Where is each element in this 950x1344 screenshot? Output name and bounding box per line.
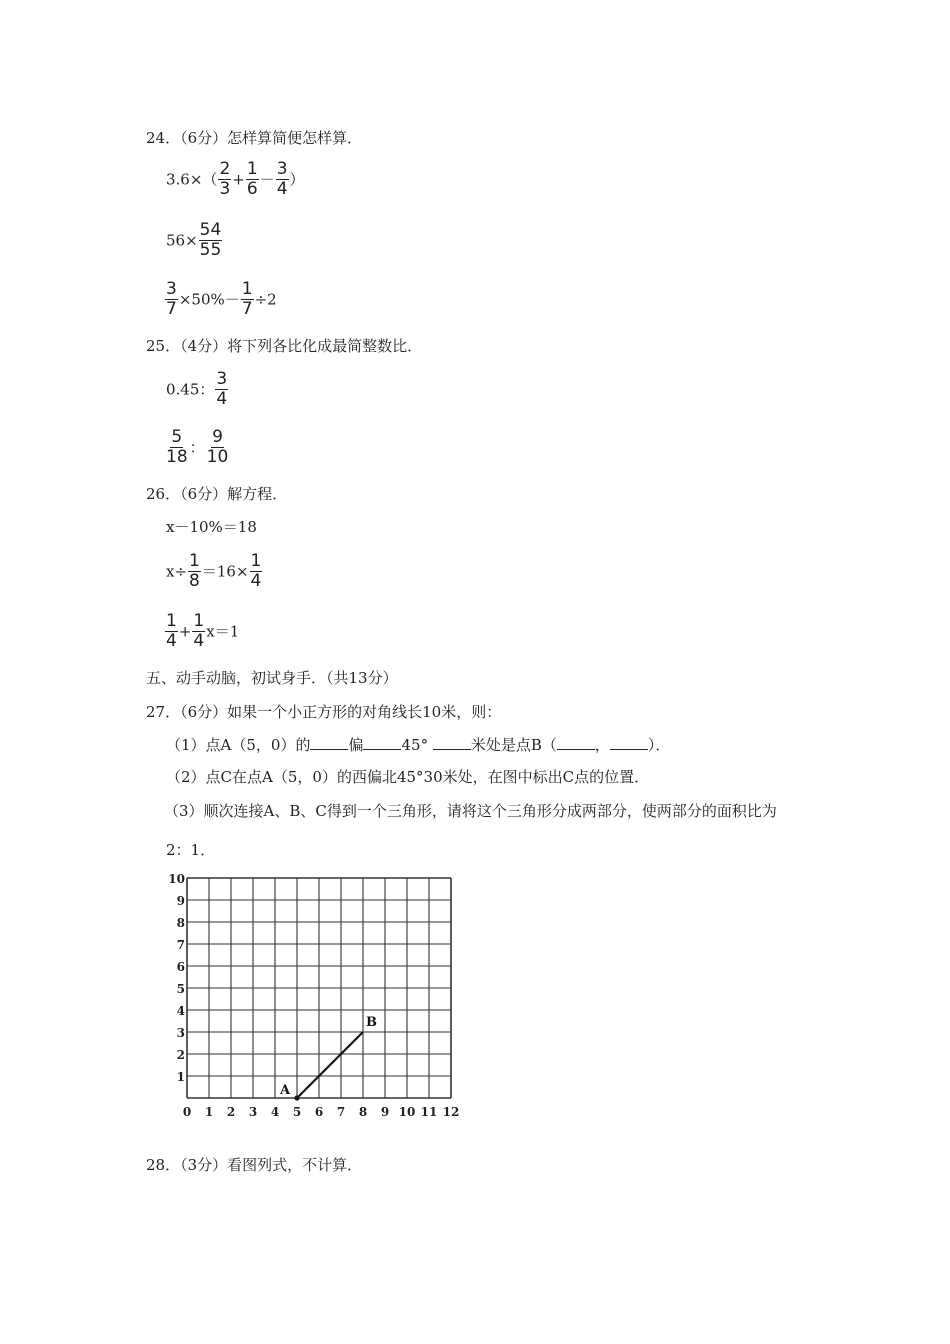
q25-header: 25．（4分）将下列各比化成最简整数比． xyxy=(146,337,423,355)
operator: － xyxy=(259,170,275,189)
y-tick-label: 5 xyxy=(176,982,185,996)
y-tick-label: 3 xyxy=(176,1026,185,1040)
q24-expression-3 xyxy=(164,280,277,319)
numerator: 3 xyxy=(216,369,228,389)
y-tick-label: 10 xyxy=(168,872,185,886)
numerator: 1 xyxy=(246,159,258,179)
denominator: 4 xyxy=(193,631,205,651)
part1-text-f: ）． xyxy=(647,736,671,754)
fraction xyxy=(165,428,189,467)
q26-equation-1: x－10%＝18 xyxy=(166,518,257,536)
q26-equation-3 xyxy=(164,612,239,651)
numerator: 1 xyxy=(189,551,200,571)
x-tick-label: 6 xyxy=(314,1105,324,1119)
x-tick-label: 9 xyxy=(380,1105,390,1119)
y-tick-label: 9 xyxy=(176,894,185,908)
y-tick-label: 2 xyxy=(176,1048,185,1062)
denominator: 4 xyxy=(250,571,262,591)
q24-expression-2 xyxy=(166,221,223,260)
expr-text: ： xyxy=(189,438,205,457)
answer-blank-b-x[interactable] xyxy=(557,735,595,750)
answer-blank-direction-1[interactable] xyxy=(310,735,348,750)
numerator: 3 xyxy=(166,279,177,299)
numerator: 2 xyxy=(219,159,231,179)
numerator: 3 xyxy=(276,159,288,179)
q25-expression-1 xyxy=(166,370,229,409)
coordinate-grid xyxy=(160,868,470,1123)
x-tick-label: 11 xyxy=(420,1105,438,1119)
part1-text-b: 偏 xyxy=(348,736,364,754)
denominator: 4 xyxy=(216,389,228,409)
fraction xyxy=(206,428,230,467)
fraction xyxy=(276,160,289,199)
q27-part-1 xyxy=(166,735,670,755)
q27-part-3-line-2: 2：1． xyxy=(166,841,216,859)
x-tick-label: 2 xyxy=(226,1105,236,1119)
part1-text-d: 米处是点B（ xyxy=(470,736,557,754)
numerator: 1 xyxy=(250,551,262,571)
q26-header: 26．（6分）解方程． xyxy=(146,485,288,503)
q27-part-2: （2）点C在点A（5，0）的西偏北45°30米处，在图中标出C点的位置． xyxy=(166,768,650,786)
denominator: 4 xyxy=(276,179,288,199)
numerator: 9 xyxy=(212,427,223,447)
part1-text-a: （1）点A（5，0）的 xyxy=(166,736,311,754)
fraction xyxy=(218,160,231,199)
x-tick-label: 0 xyxy=(182,1105,192,1119)
y-tick-label: 7 xyxy=(176,938,185,952)
expr-text: ×50%－ xyxy=(178,290,240,309)
grid-lines xyxy=(187,878,451,1098)
denominator: 18 xyxy=(166,447,188,467)
fraction xyxy=(250,552,263,591)
operator: + xyxy=(178,622,192,641)
section-5-title: 五、动手动脑，初试身手．（共13分） xyxy=(146,669,398,687)
y-axis-tick-labels xyxy=(168,872,185,1084)
denominator: 3 xyxy=(219,179,231,199)
point-a-label: A xyxy=(280,1083,291,1098)
expr-text: ） xyxy=(289,170,305,189)
q26-equation-2 xyxy=(166,552,263,591)
q25-expression-2 xyxy=(164,428,230,467)
numerator: 1 xyxy=(241,279,253,299)
expr-text: x＝1 xyxy=(206,622,240,641)
expr-text: ÷2 xyxy=(254,290,277,309)
expr-text: 3.6×（ xyxy=(166,170,218,189)
y-tick-label: 4 xyxy=(176,1004,185,1018)
q27-part-3-line-1: （3）顺次连接A、B、C得到一个三角形，请将这个三角形分成两部分，使两部分的面积比为 xyxy=(164,802,777,820)
numerator: 1 xyxy=(166,611,177,631)
denominator: 55 xyxy=(199,240,222,260)
expr-text: 0.45： xyxy=(166,380,215,399)
denominator: 7 xyxy=(241,299,253,319)
point-b-label: B xyxy=(366,1015,377,1030)
denominator: 6 xyxy=(246,179,258,199)
denominator: 7 xyxy=(166,299,177,319)
fraction xyxy=(199,221,223,260)
x-tick-label: 5 xyxy=(292,1105,302,1119)
point-a-marker xyxy=(294,1095,299,1100)
denominator: 10 xyxy=(206,447,229,467)
answer-blank-distance[interactable] xyxy=(433,735,471,750)
x-tick-label: 12 xyxy=(442,1105,460,1119)
part1-text-e: ， xyxy=(594,736,610,754)
fraction xyxy=(241,280,254,319)
numerator: 1 xyxy=(193,611,205,631)
expr-text: ＝16× xyxy=(201,562,249,581)
y-tick-label: 8 xyxy=(176,916,185,930)
y-tick-label: 6 xyxy=(176,960,185,974)
fraction xyxy=(165,612,178,651)
x-tick-label: 8 xyxy=(358,1105,368,1119)
q24-header: 24．（6分）怎样算简便怎样算． xyxy=(146,129,363,147)
denominator: 8 xyxy=(189,571,200,591)
part1-text-c: 45° xyxy=(401,736,429,754)
x-tick-label: 10 xyxy=(398,1105,416,1119)
numerator: 5 xyxy=(171,427,183,447)
denominator: 4 xyxy=(166,631,177,651)
answer-blank-direction-2[interactable] xyxy=(363,735,401,750)
q28-header: 28．（3分）看图列式，不计算． xyxy=(146,1156,363,1174)
x-tick-label: 7 xyxy=(336,1105,346,1119)
x-tick-label: 3 xyxy=(248,1105,258,1119)
fraction xyxy=(165,280,178,319)
fraction xyxy=(246,160,259,199)
x-tick-label: 4 xyxy=(270,1105,280,1119)
x-axis-tick-labels xyxy=(183,1105,460,1119)
fraction xyxy=(215,370,228,409)
operator: + xyxy=(232,170,245,189)
answer-blank-b-y[interactable] xyxy=(610,735,648,750)
fraction xyxy=(192,612,205,651)
q24-expression-1 xyxy=(166,160,305,199)
y-tick-label: 1 xyxy=(176,1070,185,1084)
segment-ab xyxy=(297,1032,363,1098)
fraction xyxy=(188,552,201,591)
numerator: 54 xyxy=(199,220,222,240)
expr-text: 56× xyxy=(166,231,198,250)
x-tick-label: 1 xyxy=(204,1105,214,1119)
q27-header: 27．（6分）如果一个小正方形的对角线长10米，则： xyxy=(146,703,502,721)
expr-text: x÷ xyxy=(166,562,188,581)
